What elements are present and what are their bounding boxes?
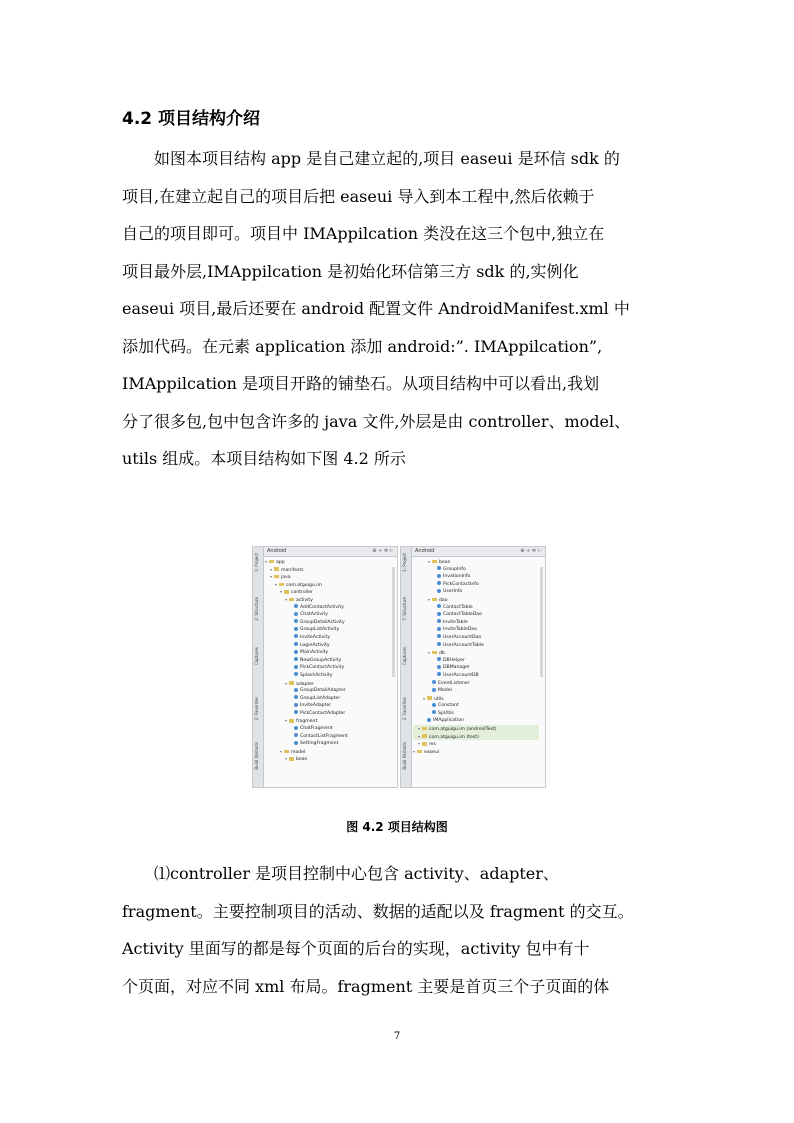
text-line: 项目最外层,IMAppilcation 是初始化环信第三方 sdk 的,实例化 (122, 261, 579, 281)
side-tab[interactable]: 2: Favorites (402, 697, 407, 721)
tree-node[interactable] (265, 748, 391, 756)
tree-node-label: activity (296, 597, 313, 603)
tree-node-label: DBManager (443, 665, 470, 671)
tree-node-label: GroupListAdapter (300, 695, 341, 701)
class-icon (294, 604, 298, 608)
tree-node[interactable] (265, 566, 391, 574)
tree-node[interactable] (265, 687, 391, 695)
class-icon (294, 733, 298, 737)
scrollbar[interactable] (540, 567, 543, 677)
tree-node-label: PickContactInfo (443, 581, 479, 587)
tree-node-label: db (439, 651, 445, 657)
tree-node-label: SettingFragment (300, 741, 339, 747)
tree-node-label: fragment (296, 719, 318, 725)
tree-node-label: DBHelper (443, 657, 465, 663)
folder-icon (269, 560, 274, 564)
tree-node-label: utils (434, 696, 444, 702)
tree-node-label: java (281, 575, 291, 581)
tree-node-label: UserAccountTable (443, 642, 484, 648)
tree-node[interactable] (265, 740, 391, 748)
tree-node[interactable] (265, 680, 391, 688)
tree-node-label: ChatFragment (300, 726, 333, 732)
folder-icon (432, 598, 437, 602)
tree-node-label: model (291, 749, 306, 755)
tree-node-label: AddContactActivity (300, 604, 344, 610)
folder-icon (284, 590, 289, 594)
tree-node-label: IMApplication (433, 718, 464, 724)
class-icon (437, 612, 441, 616)
project-view-selector[interactable]: Android (415, 548, 435, 554)
tree-node[interactable] (413, 604, 539, 612)
tree-node[interactable] (413, 680, 539, 688)
expand-arrow-icon[interactable]: ▾ (285, 718, 288, 724)
class-icon (437, 627, 441, 631)
paragraph-intro (122, 140, 682, 478)
tree-node[interactable] (413, 740, 539, 748)
tree-node-label: controller (291, 590, 313, 596)
tree-node-label: com.atguigu.im (test) (429, 734, 479, 740)
class-icon (294, 627, 298, 631)
folder-icon (279, 583, 284, 587)
tree-node[interactable] (413, 626, 539, 634)
tree-node-label: manifests (281, 567, 304, 573)
tree-node[interactable] (265, 642, 391, 650)
toolbar-icons[interactable]: ⊕ ÷ ✲ ⊢ (372, 548, 394, 554)
expand-arrow-icon[interactable]: ▾ (280, 748, 283, 754)
project-view-selector[interactable]: Android (267, 548, 287, 554)
tree-node[interactable] (413, 619, 539, 627)
folder-icon (289, 598, 294, 602)
tree-node-label: dao (439, 597, 448, 603)
expand-arrow-icon[interactable]: ▾ (285, 680, 288, 686)
tree-node-label: ContactTableDao (443, 612, 482, 618)
tree-node-label: InviteTableDao (443, 627, 477, 633)
tree-node-label: res (429, 742, 437, 748)
tree-node[interactable] (413, 649, 539, 657)
class-icon (294, 703, 298, 707)
tree-node-label: NewGroupActivity (300, 657, 342, 663)
expand-arrow-icon[interactable]: ▾ (418, 741, 421, 747)
folder-icon (289, 681, 294, 685)
expand-arrow-icon[interactable]: ▾ (285, 756, 288, 762)
class-icon (427, 718, 431, 722)
text-line: 分了很多包,包中包含许多的 java 文件,外层是由 controller、model、 (122, 411, 631, 431)
expand-arrow-icon[interactable]: ▾ (428, 650, 431, 656)
project-tree[interactable] (413, 558, 539, 755)
expand-arrow-icon[interactable]: ▾ (418, 733, 421, 739)
tree-node[interactable] (265, 695, 391, 703)
folder-icon (274, 575, 279, 579)
side-tab[interactable]: 1: Project (254, 553, 259, 572)
class-icon (437, 566, 441, 570)
text-line: IMAppilcation 是项目开路的铺垫石。从项目结构中可以看出,我划 (122, 374, 600, 393)
text-line: 添加代码。在元素 application 添加 android:”. IMAppilcation”, (122, 336, 603, 356)
expand-arrow-icon[interactable]: ▾ (270, 574, 273, 580)
class-icon (437, 634, 441, 638)
tree-node[interactable] (265, 634, 391, 642)
project-tree-pane-left (252, 546, 398, 788)
tree-node-label: UserInfo (443, 589, 463, 595)
tree-node[interactable] (265, 664, 391, 672)
tree-node[interactable] (413, 566, 539, 574)
tree-node[interactable] (413, 748, 539, 756)
tree-node[interactable] (413, 702, 539, 710)
tree-node-label: UserAccountDB (443, 672, 479, 678)
folder-icon (284, 750, 289, 754)
expand-arrow-icon[interactable]: ▾ (413, 748, 416, 754)
section-heading: 4.2 项目结构介绍 (122, 109, 261, 129)
class-icon (432, 688, 436, 692)
folder-icon (289, 719, 294, 723)
folder-icon (422, 742, 427, 746)
project-view-toolbar[interactable] (264, 547, 397, 557)
class-icon (437, 574, 441, 578)
tree-node[interactable] (413, 695, 539, 703)
expand-arrow-icon[interactable]: ▾ (270, 566, 273, 572)
folder-icon (427, 696, 432, 700)
tree-node[interactable] (413, 717, 539, 725)
side-tab[interactable]: Build Variants (402, 742, 407, 770)
tree-node-label: adapter (296, 681, 314, 687)
tree-node-label: InviteActivity (300, 634, 331, 640)
text-line: fragment。主要控制项目的活动、数据的适配以及 fragment 的交互。 (122, 901, 634, 921)
class-icon (437, 665, 441, 669)
tree-node[interactable] (265, 649, 391, 657)
tree-node[interactable] (413, 642, 539, 650)
class-icon (437, 589, 441, 593)
tree-node-label: UserAccountDao (443, 634, 482, 640)
expand-arrow-icon[interactable]: ▾ (423, 695, 426, 701)
class-icon (294, 710, 298, 714)
class-icon (294, 672, 298, 676)
expand-arrow-icon[interactable]: ▾ (418, 726, 421, 732)
class-icon (437, 604, 441, 608)
tree-node-label: InviteAdapter (300, 703, 332, 709)
class-icon (294, 650, 298, 654)
tree-node[interactable] (265, 558, 391, 566)
class-icon (294, 665, 298, 669)
class-icon (432, 710, 436, 714)
tree-node[interactable] (265, 710, 391, 718)
tree-node-label: easeui (424, 749, 440, 755)
class-icon (294, 657, 298, 661)
tree-node[interactable] (265, 717, 391, 725)
toolbar-icons[interactable]: ⊕ ÷ ✲ ⊢ (520, 548, 542, 554)
class-icon (294, 634, 298, 638)
class-icon (437, 657, 441, 661)
class-icon (294, 741, 298, 745)
tree-node-label: GroupDetailAdapter (300, 688, 346, 694)
tree-node-label: com.atguigu.im (androidTest) (429, 727, 497, 733)
text-line: utils 组成。本项目结构如下图 4.2 所示 (122, 449, 406, 468)
tree-node[interactable] (413, 573, 539, 581)
text-line: easeui 项目,最后还要在 android 配置文件 AndroidManifest.xml 中 (122, 299, 630, 318)
folder-icon (422, 734, 427, 738)
side-tab[interactable]: 1: Project (402, 553, 407, 572)
project-tree-pane-right (400, 546, 546, 788)
class-icon (294, 619, 298, 623)
tree-node-label: GroupInfo (443, 566, 466, 572)
tree-node-label: com.atguigu.im (286, 582, 323, 588)
tree-node[interactable] (413, 596, 539, 604)
class-icon (432, 680, 436, 684)
tree-node[interactable] (413, 710, 539, 718)
tree-node-label: SpUtils (438, 710, 454, 716)
tree-node[interactable] (265, 596, 391, 604)
tree-node-label: bean (439, 560, 451, 565)
tree-node-label: LoginActivity (300, 642, 330, 648)
tree-node[interactable] (265, 657, 391, 665)
scrollbar[interactable] (392, 567, 395, 677)
tree-node[interactable] (265, 619, 391, 627)
class-icon (437, 581, 441, 585)
project-structure-figure (252, 546, 544, 786)
expand-arrow-icon[interactable]: ▾ (280, 589, 283, 595)
tree-node-label: MainActivity (300, 650, 329, 656)
class-icon (437, 642, 441, 646)
folder-icon (422, 727, 427, 731)
tree-node[interactable] (413, 725, 539, 733)
class-icon (294, 726, 298, 730)
text-line: 个页面，对应不同 xml 布局。fragment 主要是首页三个子页面的体 (122, 976, 610, 996)
class-icon (294, 695, 298, 699)
tree-node[interactable] (265, 702, 391, 710)
text-line: ⑴controller 是项目控制中心包含 activity、adapter、 (122, 864, 559, 883)
expand-arrow-icon[interactable]: ▾ (265, 559, 268, 564)
tree-node[interactable] (413, 588, 539, 596)
folder-icon (432, 651, 437, 655)
text-line: Activity 里面写的都是每个页面的后台的实现，activity 包中有十 (122, 939, 590, 958)
tree-node-label: GroupDetailActivity (300, 619, 345, 625)
page-number: 7 (393, 1031, 401, 1042)
tree-node-label: ContactListFragment (300, 733, 348, 739)
class-icon (437, 619, 441, 623)
tree-node-label: PickContactActivity (300, 665, 345, 671)
figure-caption: 图 4.2 项目结构图 (346, 820, 448, 834)
side-tab[interactable]: 2: Structure (254, 597, 259, 621)
class-icon (294, 688, 298, 692)
tree-node[interactable] (413, 581, 539, 589)
expand-arrow-icon[interactable]: ▾ (275, 581, 278, 587)
tree-node[interactable] (413, 657, 539, 665)
paragraph-controller (122, 855, 682, 1005)
tree-node-label: Constant (438, 703, 459, 709)
side-tab[interactable]: 2: Favorites (254, 697, 259, 721)
tree-node[interactable] (265, 581, 391, 589)
class-icon (432, 703, 436, 707)
tree-node[interactable] (413, 672, 539, 680)
tree-node[interactable] (413, 664, 539, 672)
class-icon (437, 672, 441, 676)
side-tab[interactable]: 7: Structure (402, 597, 407, 621)
tree-node-label: InvationInfo (443, 574, 471, 580)
tree-node[interactable] (413, 558, 539, 566)
folder-icon (432, 560, 437, 564)
tree-node[interactable] (265, 573, 391, 581)
tree-node-label: bean (296, 757, 308, 763)
tree-node[interactable] (413, 611, 539, 619)
tree-node-label: GroupListActivity (300, 627, 340, 633)
tree-node-label: PickContactAdapter (300, 710, 346, 716)
tree-node-label: ChatActivity (300, 612, 328, 618)
tree-node[interactable] (265, 755, 391, 763)
tree-node[interactable] (413, 634, 539, 642)
class-icon (294, 612, 298, 616)
tool-window-strip (401, 547, 412, 787)
folder-icon (274, 567, 279, 571)
tree-node[interactable] (265, 611, 391, 619)
tree-node[interactable] (265, 626, 391, 634)
tree-node[interactable] (413, 687, 539, 695)
text-line: 如图本项目结构 app 是自己建立起的,项目 easeui 是环信 sdk 的 (122, 149, 620, 168)
tree-node[interactable] (265, 672, 391, 680)
side-tab[interactable]: Captures (402, 647, 407, 665)
text-line: 自己的项目即可。项目中 IMAppilcation 类没在这三个包中,独立在 (122, 224, 605, 243)
side-tab[interactable]: Build Variants (254, 742, 259, 770)
tree-node-label: app (276, 560, 285, 565)
text-line: 项目,在建立起自己的项目后把 easeui 导入到本工程中,然后依赖于 (122, 186, 595, 206)
tree-node[interactable] (265, 588, 391, 596)
tool-window-strip (253, 547, 264, 787)
folder-icon (289, 757, 294, 761)
folder-icon (417, 750, 422, 754)
project-view-toolbar[interactable] (412, 547, 545, 557)
tree-node[interactable] (265, 604, 391, 612)
tree-node[interactable] (413, 733, 539, 741)
tree-node-label: EventListener (438, 680, 470, 686)
class-icon (294, 642, 298, 646)
tree-node-label: ContactTable (443, 604, 473, 610)
project-tree[interactable] (265, 558, 391, 763)
tree-node-label: Model (438, 688, 452, 694)
expand-arrow-icon[interactable]: ▾ (428, 596, 431, 602)
tree-node-label: InviteTable (443, 619, 468, 625)
side-tab[interactable]: Captures (254, 647, 259, 665)
tree-node[interactable] (265, 725, 391, 733)
expand-arrow-icon[interactable]: ▾ (285, 596, 288, 602)
tree-node-label: SplashActivity (300, 672, 333, 678)
tree-node[interactable] (265, 733, 391, 741)
expand-arrow-icon[interactable]: ▾ (428, 559, 431, 564)
